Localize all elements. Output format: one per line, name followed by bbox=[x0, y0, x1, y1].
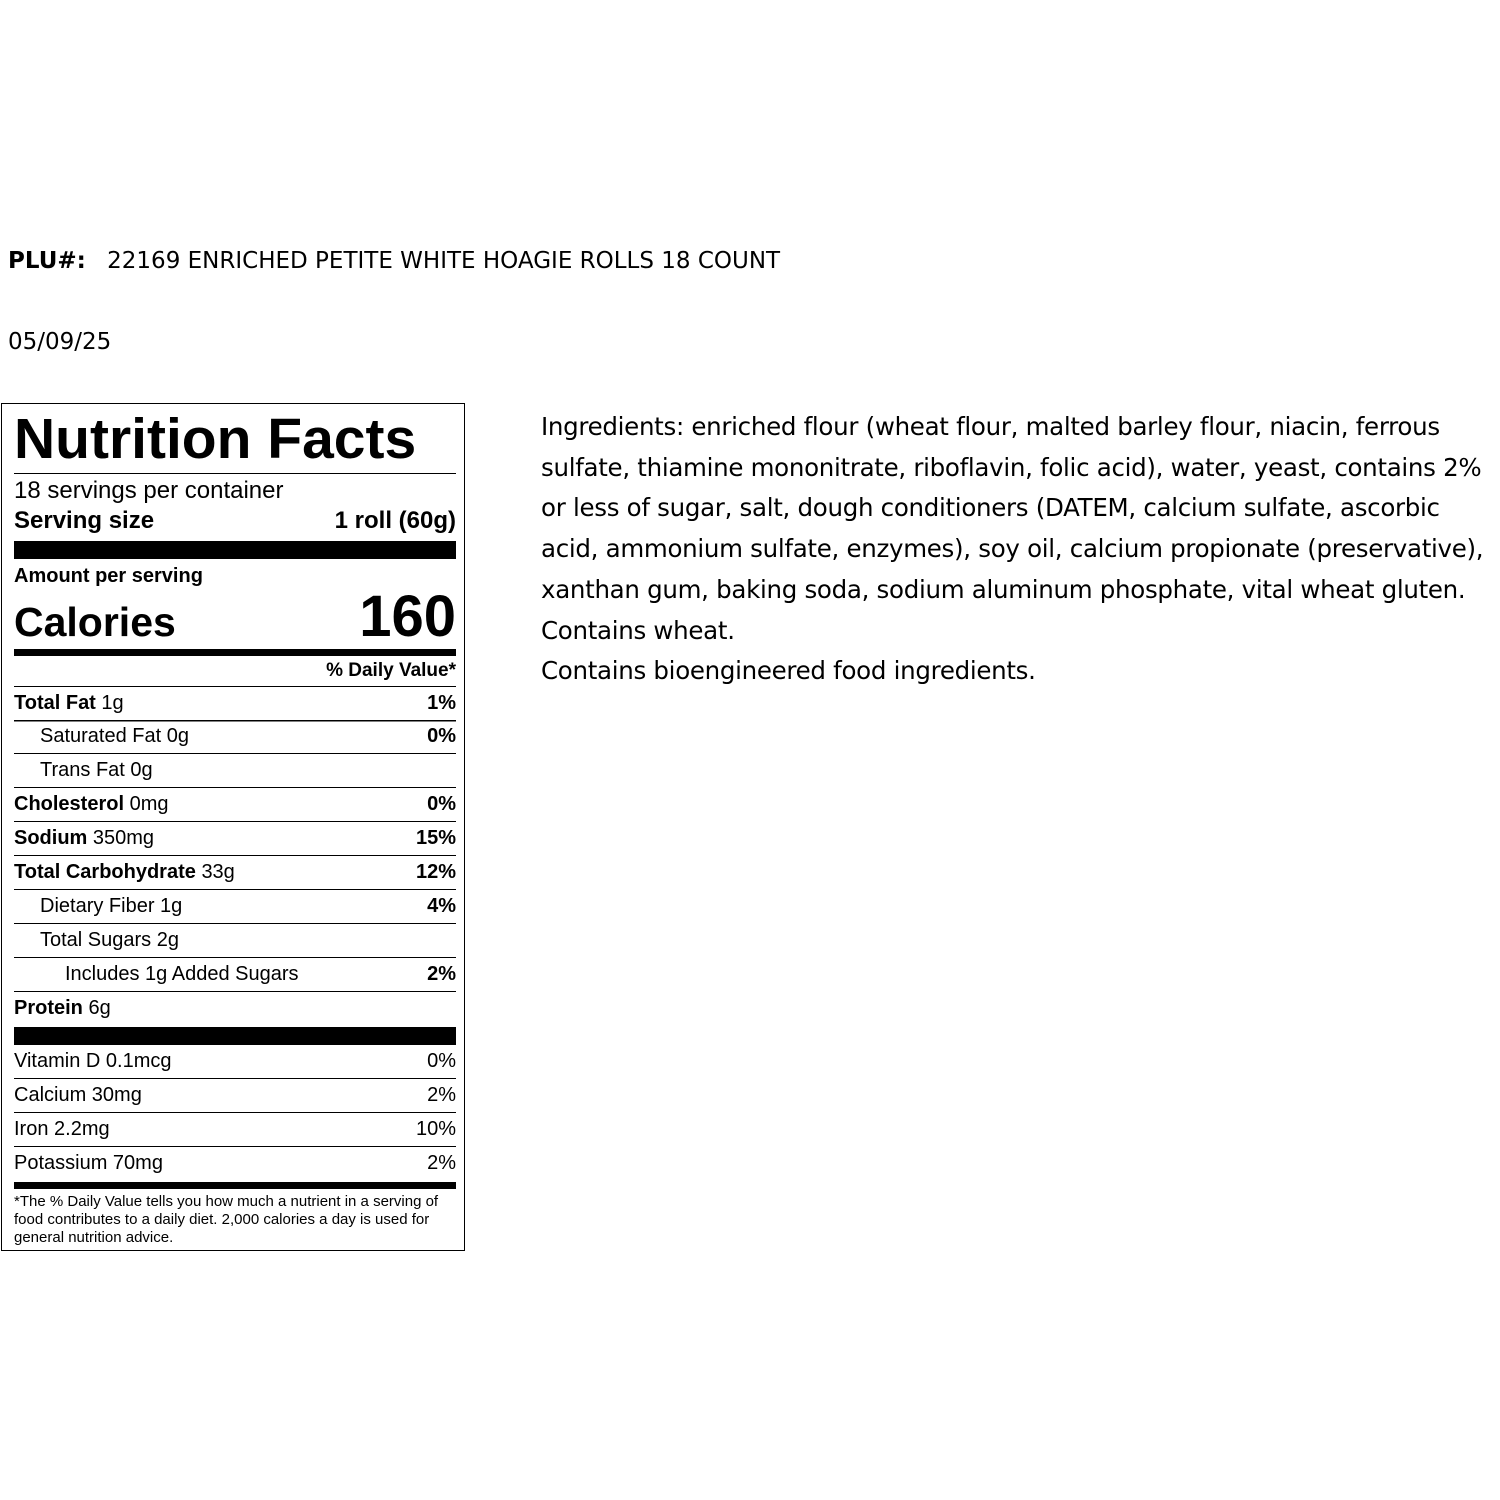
vitamin-dv: 2% bbox=[427, 1152, 456, 1174]
vitamin-dv: 2% bbox=[427, 1084, 456, 1106]
thick-divider bbox=[14, 1027, 456, 1045]
medium-divider bbox=[14, 649, 456, 656]
medium-divider bbox=[14, 1182, 456, 1189]
serving-size-row bbox=[14, 506, 456, 541]
nutrient-row-total-fat bbox=[14, 686, 456, 720]
nutrient-amount: 2g bbox=[156, 929, 179, 951]
nutrient-row-dietary-fiber bbox=[14, 889, 456, 923]
nutrition-facts-panel bbox=[1, 403, 465, 1251]
servings-per-container: 18 servings per container bbox=[14, 477, 284, 504]
nutrient-amount: 0g bbox=[130, 759, 153, 781]
nutrient-dv: 0% bbox=[427, 793, 456, 815]
nutrient-name: Total Carbohydrate bbox=[14, 861, 196, 883]
nutrient-row-cholesterol bbox=[14, 787, 456, 821]
nutrient-name: Total Fat bbox=[14, 692, 96, 714]
nutrient-amount: 33g bbox=[201, 861, 235, 883]
serving-size-value: 1 roll (60g) bbox=[334, 507, 456, 534]
nutrient-amount: 1g bbox=[160, 895, 183, 917]
vitamin-name: Iron 2.2mg bbox=[14, 1118, 110, 1140]
nutrient-row-total-carbohydrate bbox=[14, 855, 456, 889]
plu-label: PLU#: bbox=[8, 248, 86, 274]
vitamin-dv: 0% bbox=[427, 1050, 456, 1072]
nutrient-row-added-sugars bbox=[14, 957, 456, 991]
nutrient-amount: 350mg bbox=[92, 827, 155, 849]
product-header bbox=[8, 248, 780, 274]
vitamin-row-iron bbox=[14, 1112, 456, 1146]
nutrient-name: Protein bbox=[14, 997, 83, 1019]
ingredients-text: Ingredients: enriched flour (wheat flour, malted barley flour, niacin, ferrous sulfate, thiamine mononitrate, riboflavin, folic acid), water, yeast, contains 2% or less of sugar, salt, dough conditioners (DATEM, calcium sulfate, ascorbic acid, ammonium sulfate, enzymes), soy oil, calcium propionate (preservative), xanthan gum, baking soda, sodium aluminum phosphate, vital wheat gluten. Contains wheat. bbox=[541, 412, 1484, 645]
nutrient-dv: 2% bbox=[427, 963, 456, 985]
nutrient-row-trans-fat bbox=[14, 753, 456, 787]
thick-divider bbox=[14, 541, 456, 559]
nutrient-row-saturated-fat bbox=[14, 720, 456, 753]
daily-value-footnote: *The % Daily Value tells you how much a nutrient in a serving of food contributes to a daily diet. 2,000 calories a day is used for general nutrition advice. bbox=[14, 1193, 439, 1246]
nutrition-facts-title: Nutrition Facts bbox=[14, 407, 417, 471]
serving-size-label: Serving size bbox=[14, 507, 155, 534]
nutrient-name: Cholesterol bbox=[14, 793, 125, 815]
nutrient-dv: 12% bbox=[415, 861, 456, 883]
nutrient-dv: 4% bbox=[427, 895, 456, 917]
nutrient-amount: 0mg bbox=[129, 793, 169, 815]
vitamin-list bbox=[14, 1045, 456, 1180]
vitamin-name: Calcium 30mg bbox=[14, 1084, 142, 1106]
vitamin-name: Vitamin D 0.1mcg bbox=[14, 1050, 172, 1072]
nutrient-name: Trans Fat bbox=[40, 759, 125, 781]
nutrient-amount: 6g bbox=[88, 997, 111, 1019]
vitamin-row-potassium bbox=[14, 1146, 456, 1180]
nutrient-name: Includes 1g Added Sugars bbox=[65, 963, 299, 985]
nutrient-name: Dietary Fiber bbox=[40, 895, 155, 917]
vitamin-row-vitamin-d bbox=[14, 1045, 456, 1078]
nutrient-name: Total Sugars bbox=[40, 929, 152, 951]
daily-value-header bbox=[14, 656, 456, 686]
label-date: 05/09/25 bbox=[8, 329, 112, 355]
nutrient-name: Saturated Fat bbox=[40, 725, 162, 747]
nutrient-row-protein bbox=[14, 991, 456, 1025]
nutrient-dv: 0% bbox=[427, 725, 456, 747]
nutrient-amount: 1g bbox=[101, 692, 124, 714]
vitamin-dv: 10% bbox=[415, 1118, 456, 1140]
nutrient-dv: 1% bbox=[427, 692, 456, 714]
nutrient-dv: 15% bbox=[415, 827, 456, 849]
vitamin-row-calcium bbox=[14, 1078, 456, 1112]
daily-value-label: % Daily Value* bbox=[326, 660, 456, 681]
nutrient-row-sodium bbox=[14, 821, 456, 855]
amount-per-serving: Amount per serving bbox=[14, 565, 203, 587]
nutrient-amount: 0g bbox=[166, 725, 189, 747]
nutrient-row-total-sugars bbox=[14, 923, 456, 957]
calories-value: 160 bbox=[359, 584, 456, 649]
calories-row bbox=[14, 584, 456, 649]
bioengineered-statement: Contains bioengineered food ingredients. bbox=[541, 656, 1036, 686]
calories-label: Calories bbox=[14, 599, 176, 645]
nutrient-name: Sodium bbox=[14, 827, 88, 849]
ingredients-block bbox=[541, 407, 1496, 692]
vitamin-name: Potassium 70mg bbox=[14, 1152, 163, 1174]
product-name: 22169 ENRICHED PETITE WHITE HOAGIE ROLLS 18 COUNT bbox=[107, 248, 781, 274]
